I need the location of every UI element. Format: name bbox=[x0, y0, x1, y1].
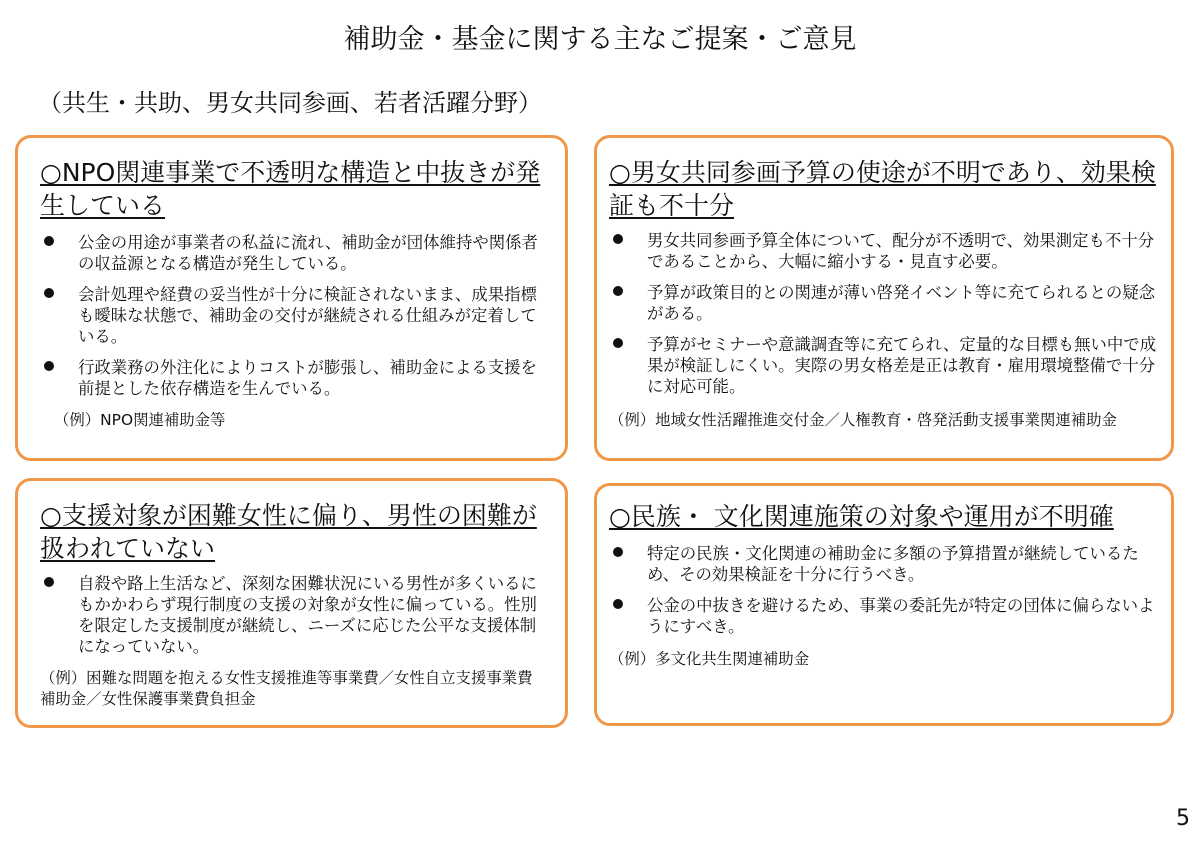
box-heading: ○男女共同参画予算の使途が不明であり、効果検証も不十分 bbox=[609, 158, 1156, 220]
example-note: （例）多文化共生関連補助金 bbox=[609, 650, 810, 668]
bullet-list bbox=[609, 230, 1157, 407]
bullet-list bbox=[40, 573, 545, 667]
bullet-icon bbox=[613, 599, 623, 609]
bullet-text: 予算がセミナーや意識調査等に充てられ、定量的な目標も無い中で成果が検証しにくい。実際の男女格差是正は教育・雇用環境整備で十分に対応可能。 bbox=[647, 335, 1157, 396]
bullet-item bbox=[609, 595, 1157, 637]
bullet-text: 特定の民族・文化関連の補助金に多額の予算措置が継続しているため、その効果検証を十分に行うべき。 bbox=[647, 544, 1139, 584]
bullet-icon bbox=[44, 236, 54, 246]
box-heading: ○NPO関連事業で不透明な構造と中抜きが発生している bbox=[40, 158, 541, 220]
bullet-text: 公金の用途が事業者の私益に流れ、補助金が団体維持や関係者の収益源となる構造が発生している。 bbox=[78, 233, 538, 273]
bullet-text: 行政業務の外注化によりコストが膨張し、補助金による支援を前提とした依存構造を生んでいる。 bbox=[78, 358, 537, 398]
bullet-icon bbox=[44, 577, 54, 587]
box-heading: ○支援対象が困難女性に偏り、男性の困難が扱われていない bbox=[40, 501, 537, 563]
example-note: （例）地域女性活躍推進交付金／人権教育・啓発活動支援事業関連補助金 bbox=[609, 411, 1117, 429]
proposal-box-npo bbox=[15, 135, 568, 461]
bullet-icon bbox=[44, 288, 54, 298]
example-note: （例）困難な問題を抱える女性支援推進等事業費／女性自立支援事業費補助金／女性保護事業費負担金 bbox=[40, 669, 533, 708]
bullet-icon bbox=[613, 338, 623, 348]
bullet-text: 自殺や路上生活など、深刻な困難状況にいる男性が多くいるにもかかわらず現行制度の支援の対象が女性に偏っている。性別を限定した支援制度が継続し、ニーズに応じた公平な支援体制になっていない。 bbox=[78, 574, 537, 656]
bullet-text: 男女共同参画予算全体について、配分が不透明で、効果測定も不十分であることから、大幅に縮小する・見直す必要。 bbox=[647, 231, 1155, 271]
bullet-list bbox=[609, 543, 1157, 647]
bullet-item bbox=[40, 284, 545, 347]
proposal-box-gender-budget bbox=[594, 135, 1174, 461]
proposal-box-ethnic-culture bbox=[594, 483, 1174, 726]
bullet-item bbox=[609, 282, 1157, 324]
page-number: 5 bbox=[1176, 806, 1190, 831]
bullet-icon bbox=[613, 234, 623, 244]
bullet-text: 予算が政策目的との関連が薄い啓発イベント等に充てられるとの疑念がある。 bbox=[647, 283, 1156, 323]
bullet-list bbox=[40, 232, 545, 409]
bullet-item bbox=[609, 230, 1157, 272]
bullet-text: 会計処理や経費の妥当性が十分に検証されないまま、成果指標も曖昧な状態で、補助金の交付が継続される仕組みが定着している。 bbox=[78, 285, 537, 346]
bullet-item bbox=[609, 334, 1157, 397]
box-heading: ○民族・ 文化関連施策の対象や運用が不明確 bbox=[609, 502, 1114, 531]
bullet-item bbox=[609, 543, 1157, 585]
bullet-icon bbox=[44, 361, 54, 371]
bullet-icon bbox=[613, 286, 623, 296]
page-subtitle: （共生・共助、男女共同参画、若者活躍分野） bbox=[38, 89, 542, 117]
bullet-item bbox=[40, 573, 545, 657]
example-note: （例）NPO関連補助金等 bbox=[54, 411, 226, 429]
bullet-item bbox=[40, 232, 545, 274]
proposal-box-support-target bbox=[15, 478, 568, 728]
page-title: 補助金・基金に関する主なご提案・ご意見 bbox=[343, 24, 857, 55]
bullet-text: 公金の中抜きを避けるため、事業の委託先が特定の団体に偏らないようにすべき。 bbox=[647, 596, 1155, 636]
bullet-item bbox=[40, 357, 545, 399]
bullet-icon bbox=[613, 547, 623, 557]
